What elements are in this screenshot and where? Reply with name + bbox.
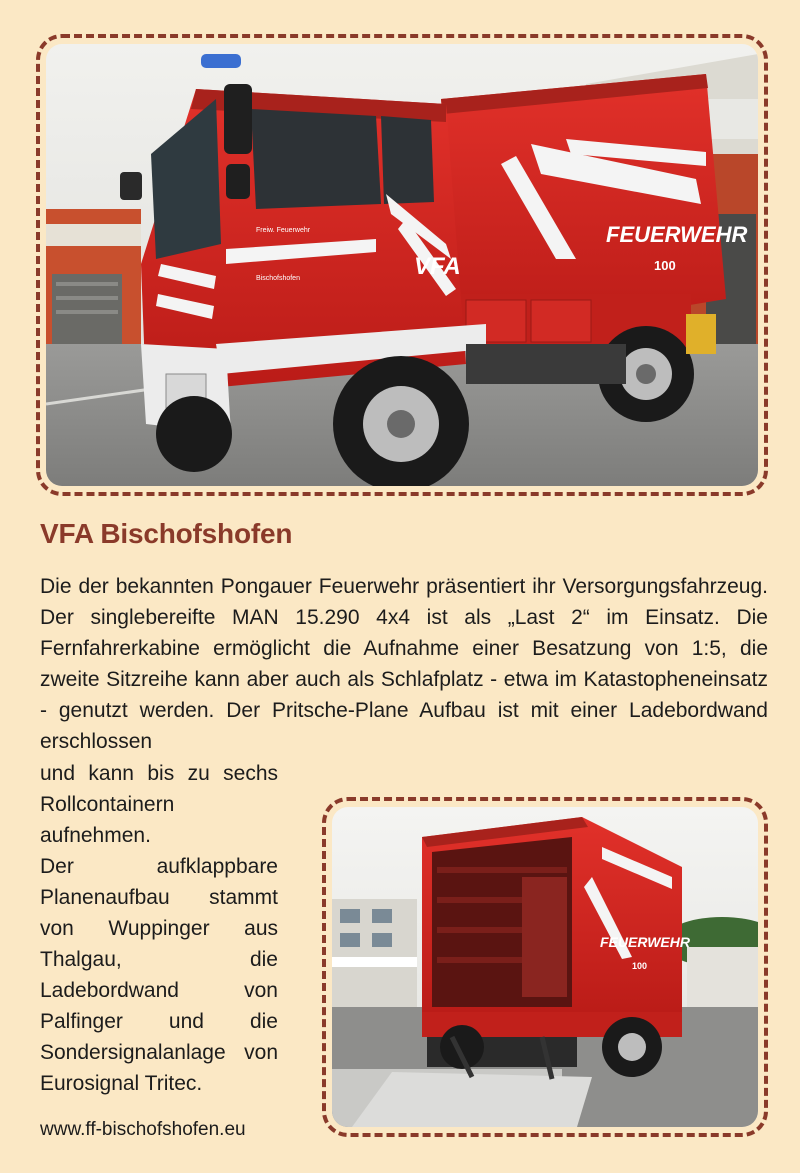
paragraph-narrow-1: und kann bis zu sechs Rollcontainern aufnehmen.	[40, 762, 278, 847]
body-lettering: FEUERWEHR	[606, 222, 748, 247]
fire-truck-rear-photo	[332, 807, 758, 1127]
paragraph-narrow-2: Der aufklappbare Planenaufbau stammt von Wuppinger aus Thalgau, die Ladebordwand von Palfinger und die Sondersignalanlage von Eurosignal Tritec.	[40, 855, 278, 1095]
rear-anniversary-badge: 100	[632, 961, 648, 971]
paragraph-full: Die der bekannten Pongauer Feuerwehr präsentiert ihr Versorgungsfahrzeug. Der singlebereifte MAN 15.290 4x4 ist als „Last 2“ im Einsatz. Die Fernfahrerkabine ermöglicht die Aufnahme einer Besatzung von 1:5, die zweite Sitzreihe kann aber auch als Schlafplatz - etwa im Katastopheneinsatz - genutzt werden. Der Pritsche-Plane Aufbau ist mit einer Ladebordwand erschlossen	[40, 575, 768, 753]
bottom-photo-frame	[322, 797, 768, 1137]
article-body-narrow	[40, 758, 278, 1099]
article-title: VFA Bischofshofen	[40, 518, 293, 549]
door-text-1: Freiw. Feuerwehr	[256, 227, 311, 234]
rear-body-lettering: FEUERWEHR	[600, 934, 690, 950]
door-text-2: Bischofshofen	[256, 275, 300, 282]
website-url: www.ff-bischofshofen.eu	[40, 1119, 246, 1140]
fire-truck-side-photo	[46, 44, 758, 486]
door-lettering: VFA	[414, 253, 461, 280]
anniversary-badge: 100	[654, 258, 676, 273]
article-body-full	[40, 571, 768, 757]
top-photo	[46, 44, 758, 486]
top-photo-frame	[36, 34, 768, 496]
bottom-photo	[332, 807, 758, 1127]
